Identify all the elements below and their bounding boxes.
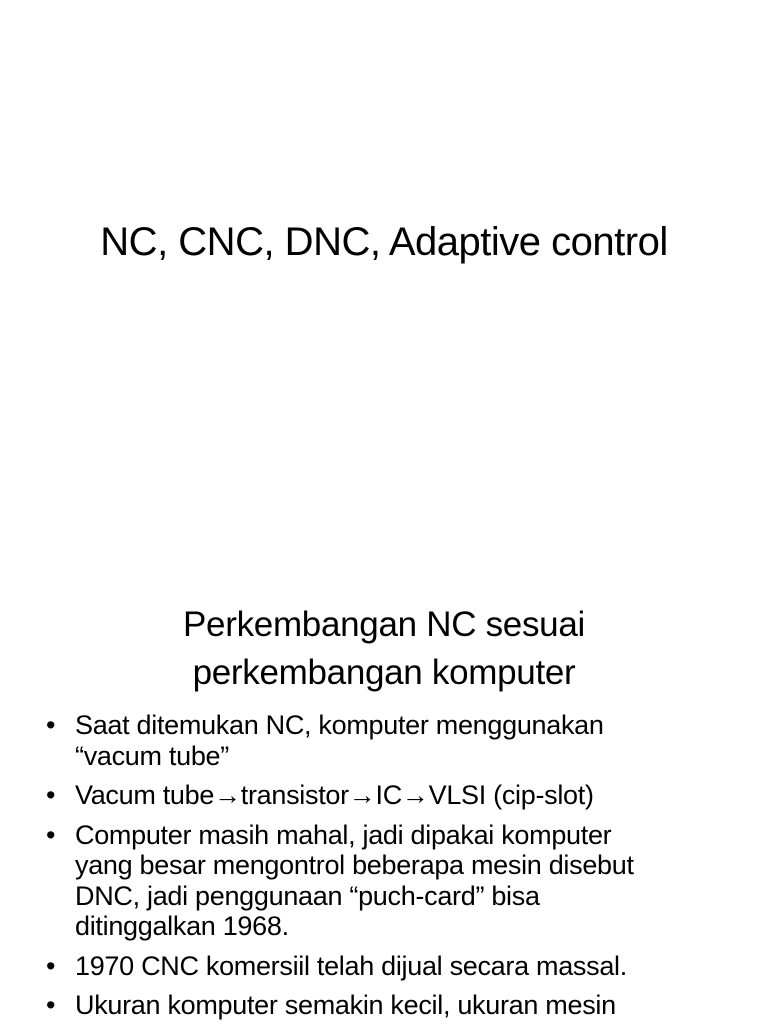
bullet-text: Vacum tube→transistor→IC→VLSI (cip-slot) bbox=[75, 780, 594, 810]
bullet-item bbox=[0, 951, 768, 982]
bullet-icon: • bbox=[46, 710, 56, 740]
bullet-item bbox=[0, 780, 768, 811]
bullet-text: Saat ditemukan NC, komputer menggunakan “vacum tube” bbox=[75, 710, 604, 771]
bullet-text: 1970 CNC komersiil telah dijual secara massal. bbox=[75, 950, 627, 981]
bullet-icon: • bbox=[46, 780, 56, 810]
bullet-icon: • bbox=[46, 950, 56, 981]
section-title bbox=[0, 601, 768, 697]
page-title: NC, CNC, DNC, Adaptive control bbox=[100, 220, 668, 264]
bullet-text: Computer masih mahal, jadi dipakai komputer yang besar mengontrol beberapa mesin disebut DNC, jadi penggunaan “puch-card” bisa ditinggalkan 1968. bbox=[75, 819, 634, 941]
bullet-list bbox=[0, 710, 768, 1030]
bullet-item bbox=[0, 990, 768, 1021]
bullet-item bbox=[0, 820, 768, 942]
bullet-icon: • bbox=[46, 819, 56, 850]
section-title-line2: perkembangan komputer bbox=[192, 653, 576, 692]
bullet-text: Ukuran komputer semakin kecil, ukuran mesin bbox=[75, 990, 616, 1020]
section-title-line1: Perkembangan NC sesuai bbox=[183, 605, 585, 644]
bullet-icon: • bbox=[46, 990, 56, 1020]
bullet-item bbox=[0, 710, 768, 771]
